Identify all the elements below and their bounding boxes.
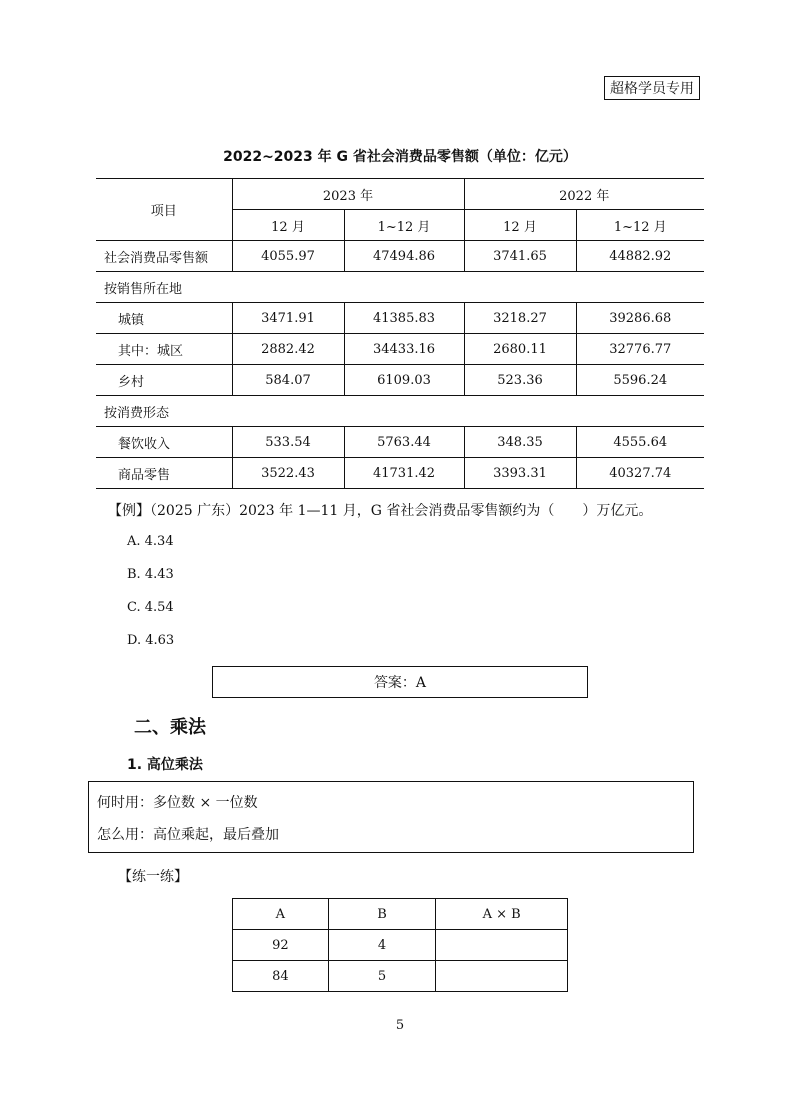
cell: 34433.16 — [344, 334, 464, 365]
option-a: A. 4.34 — [127, 534, 174, 549]
cell: 4 — [328, 930, 436, 961]
cell: 3741.65 — [464, 241, 576, 272]
how-to-use-text: 怎么用：高位乘起，最后叠加 — [97, 827, 279, 843]
method-info-box — [88, 781, 694, 853]
cell: 44882.92 — [576, 241, 704, 272]
cell: 4555.64 — [576, 427, 704, 458]
table-row — [96, 365, 704, 396]
table-row — [233, 961, 568, 992]
col-2022-jan-dec: 1~12 月 — [576, 210, 704, 241]
table-row — [96, 427, 704, 458]
cell: 3218.27 — [464, 303, 576, 334]
cell: 3471.91 — [232, 303, 344, 334]
practice-label: 【练一练】 — [118, 869, 188, 885]
option-b: B. 4.43 — [127, 567, 174, 582]
practice-header-row — [233, 899, 568, 930]
item-header: 项目 — [96, 179, 232, 241]
cell: 533.54 — [232, 427, 344, 458]
table-row — [96, 334, 704, 365]
student-only-badge: 超格学员专用 — [604, 76, 700, 100]
table-group-row — [96, 396, 704, 427]
table-group-row — [96, 272, 704, 303]
row-label: 其中：城区 — [96, 334, 232, 365]
cell: 39286.68 — [576, 303, 704, 334]
option-c: C. 4.54 — [127, 600, 174, 615]
year-2022-header: 2022 年 — [464, 179, 704, 210]
table-title: 2022~2023 年 G 省社会消费品零售额（单位：亿元） — [223, 149, 577, 165]
answer-cell[interactable] — [436, 961, 568, 992]
cell: 3393.31 — [464, 458, 576, 489]
table-row — [96, 458, 704, 489]
group-label: 按消费形态 — [96, 396, 704, 427]
row-label: 商品零售 — [118, 467, 171, 483]
cell: 84 — [233, 961, 329, 992]
row-label: 餐饮收入 — [96, 427, 232, 458]
header-b: B — [328, 899, 436, 930]
cell: 6109.03 — [344, 365, 464, 396]
group-label: 按销售所在地 — [96, 272, 704, 303]
row-label: 社会消费品零售额 — [96, 241, 232, 272]
cell: 3522.43 — [232, 458, 344, 489]
cell: 40327.74 — [576, 458, 704, 489]
col-2023-dec: 12 月 — [232, 210, 344, 241]
cell: 584.07 — [232, 365, 344, 396]
cell: 47494.86 — [344, 241, 464, 272]
page-number: 5 — [395, 1018, 405, 1033]
cell: 32776.77 — [576, 334, 704, 365]
row-label: 城镇 — [96, 303, 232, 334]
row-label: 乡村 — [96, 365, 232, 396]
cell: 5763.44 — [344, 427, 464, 458]
cell: 5596.24 — [576, 365, 704, 396]
cell: 348.35 — [464, 427, 576, 458]
header-a: A — [233, 899, 329, 930]
retail-sales-table — [96, 178, 704, 489]
col-2022-dec: 12 月 — [464, 210, 576, 241]
example-question: 【例】（2025 广东）2023 年 1—11 月，G 省社会消费品零售额约为（ ）万亿元。 — [108, 503, 653, 519]
cell: 2680.11 — [464, 334, 576, 365]
table-row — [233, 930, 568, 961]
cell: 523.36 — [464, 365, 576, 396]
when-to-use-text: 何时用：多位数 × 一位数 — [97, 795, 258, 811]
section-heading: 二、乘法 — [134, 717, 206, 738]
option-d: D. 4.63 — [127, 633, 175, 648]
cell: 92 — [233, 930, 329, 961]
year-2023-header: 2023 年 — [232, 179, 464, 210]
subsection-heading: 1. 高位乘法 — [127, 757, 203, 773]
cell: 41731.42 — [344, 458, 464, 489]
answer-cell[interactable] — [436, 930, 568, 961]
header-axb: A × B — [436, 899, 568, 930]
cell: 2882.42 — [232, 334, 344, 365]
practice-table — [232, 898, 568, 992]
cell: 41385.83 — [344, 303, 464, 334]
cell: 5 — [328, 961, 436, 992]
table-row — [96, 241, 704, 272]
table-row — [96, 303, 704, 334]
answer-box: 答案：A — [212, 666, 588, 698]
col-2023-jan-dec: 1~12 月 — [344, 210, 464, 241]
cell: 4055.97 — [232, 241, 344, 272]
